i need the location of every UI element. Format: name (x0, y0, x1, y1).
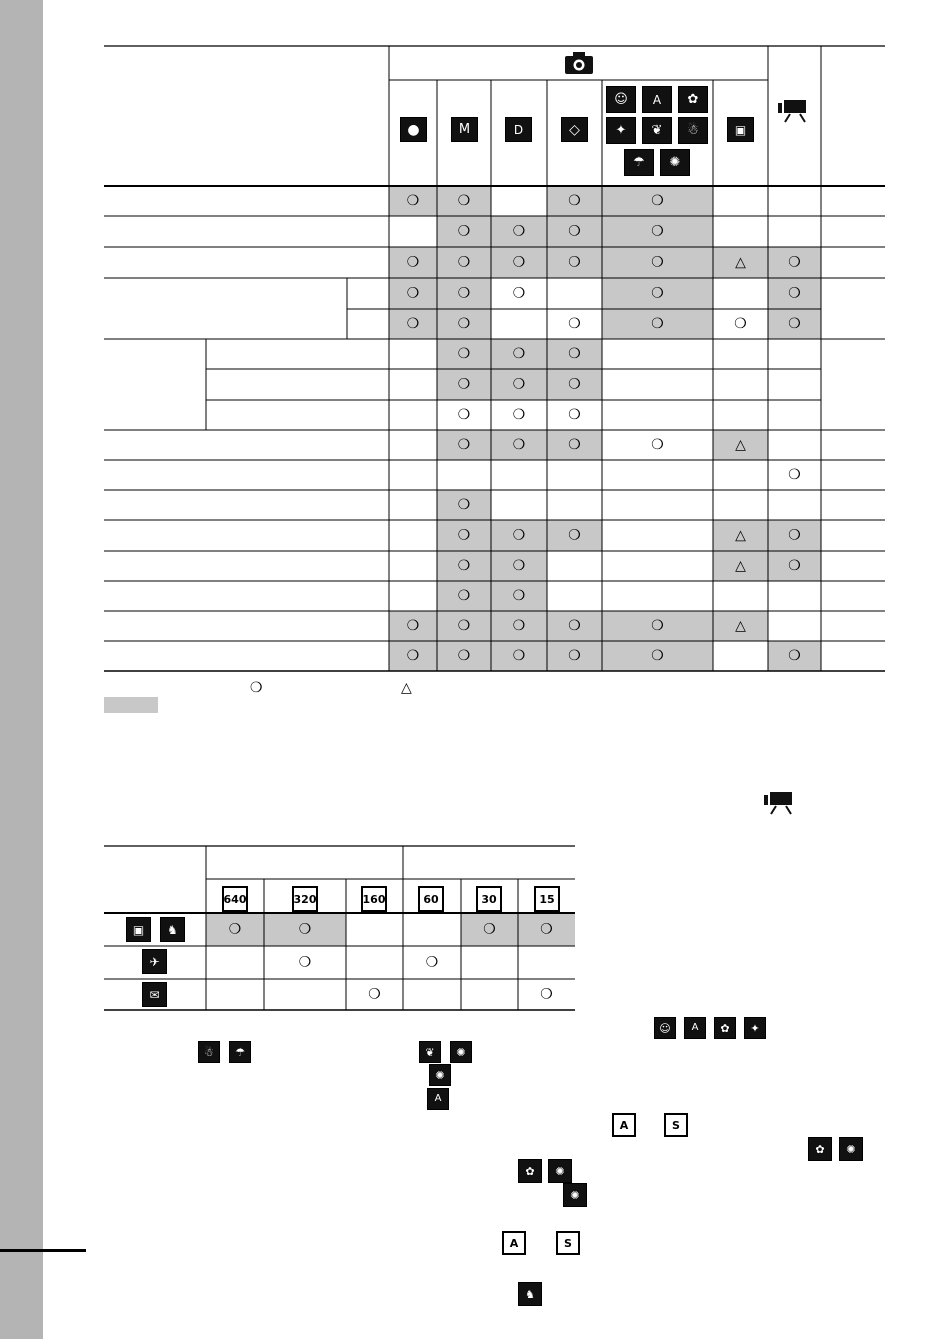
available-mark: ❍ (512, 285, 526, 302)
foliage-icon: ❦ (419, 1041, 441, 1063)
available-mark: ❍ (540, 986, 553, 1003)
available-mark: ❍ (568, 254, 581, 271)
available-mark: ❍ (788, 254, 801, 271)
available-mark: ❍ (788, 467, 801, 483)
available-mark: ❍ (406, 254, 420, 271)
available-mark: ❍ (651, 254, 664, 271)
fireworks-icon: ✺ (450, 1041, 472, 1063)
available-mark: ❍ (651, 285, 664, 302)
portrait-icon: ☺ (654, 1017, 676, 1039)
snow-icon: ☃ (198, 1041, 220, 1063)
available-mark: ❍ (457, 527, 471, 544)
av-mode-icon: A (502, 1231, 526, 1255)
available-mark: ❍ (512, 223, 526, 240)
available-mark: ❍ (651, 223, 664, 240)
available-mark: ❍ (568, 648, 581, 664)
resolution-640-icon: 640 (222, 886, 248, 912)
available-mark: ❍ (512, 588, 526, 604)
kids-pets-icon: ✿ (678, 86, 708, 113)
available-mark: ❍ (457, 558, 471, 574)
available-mark: ❍ (457, 437, 471, 453)
available-mark: ❍ (568, 527, 581, 544)
available-mark: ❍ (457, 193, 471, 209)
resolution-160-icon: 160 (361, 886, 387, 912)
available-mark: ❍ (228, 921, 242, 938)
night-snapshot-icon: A (427, 1088, 449, 1110)
available-mark: ❍ (788, 285, 801, 302)
available-mark: ❍ (512, 558, 526, 574)
av-mode-icon: A (612, 1113, 636, 1137)
available-mark: ❍ (406, 193, 420, 209)
fireworks-icon: ✺ (429, 1064, 451, 1086)
standard-movie-alt-icon: ♞ (160, 917, 185, 942)
available-mark: ❍ (457, 254, 471, 271)
digital-macro-icon: D (505, 117, 532, 142)
available-mark: ❍ (568, 376, 581, 393)
available-mark: ❍ (457, 316, 471, 332)
available-mark: ❍ (540, 921, 553, 938)
available-mark: ❍ (457, 497, 471, 513)
continuous-icon: ▣ (727, 117, 754, 142)
partial-mark: △ (735, 558, 746, 574)
available-mark: ❍ (568, 193, 581, 209)
partial-mark: △ (735, 437, 746, 453)
available-mark: ❍ (512, 437, 526, 453)
available-mark: ❍ (568, 223, 581, 240)
available-mark: ❍ (512, 407, 526, 423)
available-mark: ❍ (651, 648, 664, 664)
auto-mode-icon: ● (400, 117, 427, 142)
available-mark: ❍ (368, 986, 381, 1003)
available-mark: ❍ (651, 618, 664, 634)
available-mark: ❍ (483, 921, 496, 938)
available-mark: ❍ (788, 558, 801, 574)
legend-available-symbol: ❍ (250, 680, 263, 696)
available-mark: ❍ (298, 954, 312, 971)
night-snapshot-icon: A (684, 1017, 706, 1039)
foliage-icon: ❦ (642, 117, 672, 144)
available-mark: ❍ (457, 618, 471, 634)
movie-mode-icon: ♞ (518, 1282, 542, 1306)
available-mark: ❍ (568, 407, 581, 423)
available-mark: ❍ (651, 316, 664, 332)
available-mark: ❍ (457, 648, 471, 664)
available-mark: ❍ (788, 527, 801, 544)
available-mark: ❍ (568, 618, 581, 634)
kids-pets-icon: ✿ (518, 1159, 542, 1183)
frame-rate-15-icon: 15 (534, 886, 560, 912)
available-mark: ❍ (651, 437, 664, 453)
available-mark: ❍ (457, 376, 471, 393)
frame-rate-30-icon: 30 (476, 886, 502, 912)
beach-icon: ☂ (624, 149, 654, 176)
manual-mode-icon: M (451, 117, 478, 142)
available-mark: ❍ (457, 223, 471, 240)
available-mark: ❍ (406, 648, 420, 664)
legend-partial-symbol: △ (401, 680, 412, 696)
available-mark: ❍ (568, 316, 581, 332)
fireworks-icon: ✺ (660, 149, 690, 176)
available-mark: ❍ (568, 437, 581, 453)
available-mark: ❍ (512, 527, 526, 544)
available-mark: ❍ (457, 346, 471, 362)
fireworks-icon: ✺ (563, 1183, 587, 1207)
partial-mark: △ (735, 527, 746, 544)
tv-mode-icon: S (664, 1113, 688, 1137)
snow-icon: ☃ (678, 117, 708, 144)
available-mark: ❍ (457, 588, 471, 604)
partial-mark: △ (735, 618, 746, 634)
available-mark: ❍ (651, 193, 664, 209)
portrait-icon: ☺ (606, 86, 636, 113)
indoor-icon: ✦ (744, 1017, 766, 1039)
tv-mode-icon: S (556, 1231, 580, 1255)
available-mark: ❍ (512, 254, 526, 271)
indoor-icon: ✦ (606, 117, 636, 144)
kids-pets-icon: ✿ (714, 1017, 736, 1039)
available-mark: ❍ (457, 285, 471, 302)
fireworks-icon: ✺ (548, 1159, 572, 1183)
beach-icon: ☂ (229, 1041, 251, 1063)
resolution-320-icon: 320 (292, 886, 318, 912)
available-mark: ❍ (788, 648, 801, 664)
available-mark: ❍ (788, 316, 801, 332)
available-mark: ❍ (568, 346, 581, 362)
available-mark: ❍ (406, 316, 420, 332)
available-mark: ❍ (734, 316, 747, 332)
available-mark: ❍ (298, 921, 312, 938)
available-mark: ❍ (512, 648, 526, 664)
partial-mark: △ (735, 254, 746, 271)
available-mark: ❍ (406, 285, 420, 302)
available-mark: ❍ (457, 407, 471, 423)
compact-movie-icon: ✉ (142, 982, 167, 1007)
available-mark: ❍ (512, 376, 526, 393)
night-snapshot-icon: A (642, 86, 672, 113)
icon-cell (104, 913, 206, 946)
available-mark: ❍ (512, 346, 526, 362)
fireworks-icon: ✺ (839, 1137, 863, 1161)
fast-frame-rate-icon: ✈ (142, 949, 167, 974)
stitch-assist-icon: ◇ (561, 117, 588, 142)
kids-pets-icon: ✿ (808, 1137, 832, 1161)
available-mark: ❍ (406, 618, 420, 634)
frame-rate-60-icon: 60 (418, 886, 444, 912)
standard-movie-icon: ▣ (126, 917, 151, 942)
available-mark: ❍ (512, 618, 526, 634)
available-mark: ❍ (425, 954, 439, 971)
